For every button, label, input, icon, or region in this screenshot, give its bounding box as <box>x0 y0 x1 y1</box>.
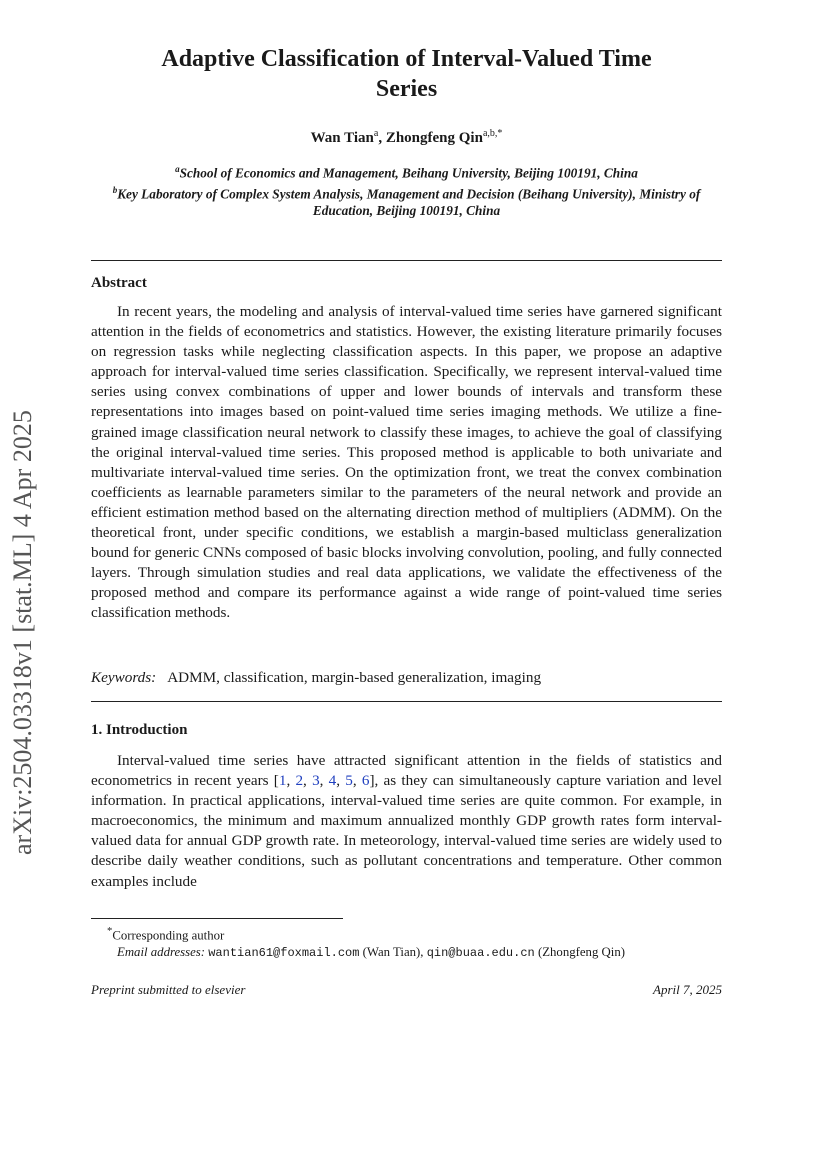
keywords-label: Keywords: <box>91 669 157 686</box>
citation-link[interactable]: 3 <box>312 772 320 790</box>
title-line-1: Adaptive Classification of Interval-Valued Time <box>161 46 652 72</box>
citation-link[interactable]: 6 <box>361 772 370 790</box>
affiliation-a <box>101 161 712 182</box>
affil-text: School of Economics and Management, Beihang University, Beijing 100191, China <box>179 165 638 181</box>
paper-title <box>91 44 722 104</box>
title-line-2: Series <box>375 76 438 102</box>
keywords-list: ADMM, classification, margin-based generalization, imaging <box>167 669 542 686</box>
abstract-body: In recent years, the modeling and analysis of interval-valued time series have garnered significant attention in the fields of econometrics and statistics. However, the existing literature primarily focuses on regression tasks while neglecting classification aspects. In this paper, we propose an adaptive approach for interval-valued time series classification. Specifically, we represent interval-valued time series using convex combinations of upper and lower bounds of intervals and transform these representations into images based on point-valued time series imaging methods. We utilize a fine-grained image classification neural network to classify these images, to achieve the goal of classifying the original interval-valued time series. This proposed method is applicable to both univariate and multivariate interval-valued time series. On the optimization front, we treat the convex combination coefficients as learnable parameters similar to the parameters of the neural network and provide an efficient estimation method based on the alternating direction method of multipliers (ADMM). On the theoretical front, under specific conditions, we establish a margin-based multiclass generalization bound for generic CNNs composed of basic blocks involving convolution, pooling, and fully connected layers. Through simulation studies and real data applications, we validate the effectiveness of the proposed method and compare its performance against a wide range of point-valued time series classification methods. <box>91 303 722 622</box>
footnote-emails <box>91 944 722 962</box>
affiliations <box>101 161 712 219</box>
abstract-bottom-rule <box>91 701 722 702</box>
email-label: Email addresses: <box>117 945 206 960</box>
intro-text: ], as they can simultaneously capture variation and level information. In practical applications, interval-valued time series are quite common. For example, in macroeconomics, the minimum and maximum annualized monthly GDP growth rates form interval-valued data for annual GDP growth rate. In meteorology, interval-valued time series are widely used to describe daily weather conditions, such as pollutant concentrations and temperature. Other common examples include <box>91 772 723 890</box>
preprint-note: Preprint submitted to elsevier <box>91 982 246 997</box>
section-heading-introduction: 1. Introduction <box>91 722 188 738</box>
footnote-rule <box>91 918 343 919</box>
footnote-text: Corresponding author <box>112 928 225 943</box>
affiliation-b <box>101 182 712 219</box>
author-name: Wan Tian <box>310 130 374 146</box>
author-list <box>91 128 722 147</box>
affil-mark: b <box>112 184 118 195</box>
affil-mark: a <box>175 164 180 174</box>
email-link[interactable]: qin@buaa.edu.cn <box>426 946 535 961</box>
citation-link[interactable]: 5 <box>345 772 353 790</box>
author-separator: , <box>378 130 386 146</box>
email-link[interactable]: wantian61@foxmail.com <box>208 946 360 961</box>
keywords-line <box>91 669 722 687</box>
affil-text: Key Laboratory of Complex System Analysis, Management and Decision (Beihang University), Ministry of Education, Beijing 100191, China <box>117 186 701 218</box>
footer-date: April 7, 2025 <box>653 982 722 997</box>
abstract-top-rule <box>91 260 722 261</box>
citation-link[interactable]: 1 <box>278 772 287 790</box>
citation-link[interactable]: 2 <box>295 772 304 790</box>
arxiv-sidebar-stamp: arXiv:2504.03318v1 [stat.ML] 4 Apr 2025 <box>8 410 37 855</box>
intro-text: Interval-valued time series have attracted significant attention in the fields of statistics and econometrics in recent years [ <box>91 752 722 790</box>
abstract-heading: Abstract <box>91 275 147 291</box>
author-affil-mark: a <box>373 128 379 139</box>
introduction-paragraph: Interval-valued time series have attracted significant attention in the fields of statistics and econometrics in recent years [1, 2, 3, 4, 5, 6], as they can simultaneously capture variation and level information. In practical applications, interval-valued time series are quite common. For example, in macroeconomics, the minimum and maximum annualized monthly GDP growth rates form interval-valued data for annual GDP growth rate. In meteorology, interval-valued time series are widely used to describe daily weather conditions, such as pollutant concentrations and temperature. Other common examples include <box>91 752 723 890</box>
email-owner: (Wan Tian), <box>362 945 424 960</box>
author-name: Zhongfeng Qin <box>385 130 483 146</box>
footnote <box>91 923 722 962</box>
footnote-mark: * <box>107 926 113 937</box>
footnote-corresponding <box>91 923 722 944</box>
email-owner: (Zhongfeng Qin) <box>537 945 626 960</box>
author-affil-mark: a,b,* <box>482 128 503 139</box>
citation-link[interactable]: 4 <box>328 772 337 790</box>
